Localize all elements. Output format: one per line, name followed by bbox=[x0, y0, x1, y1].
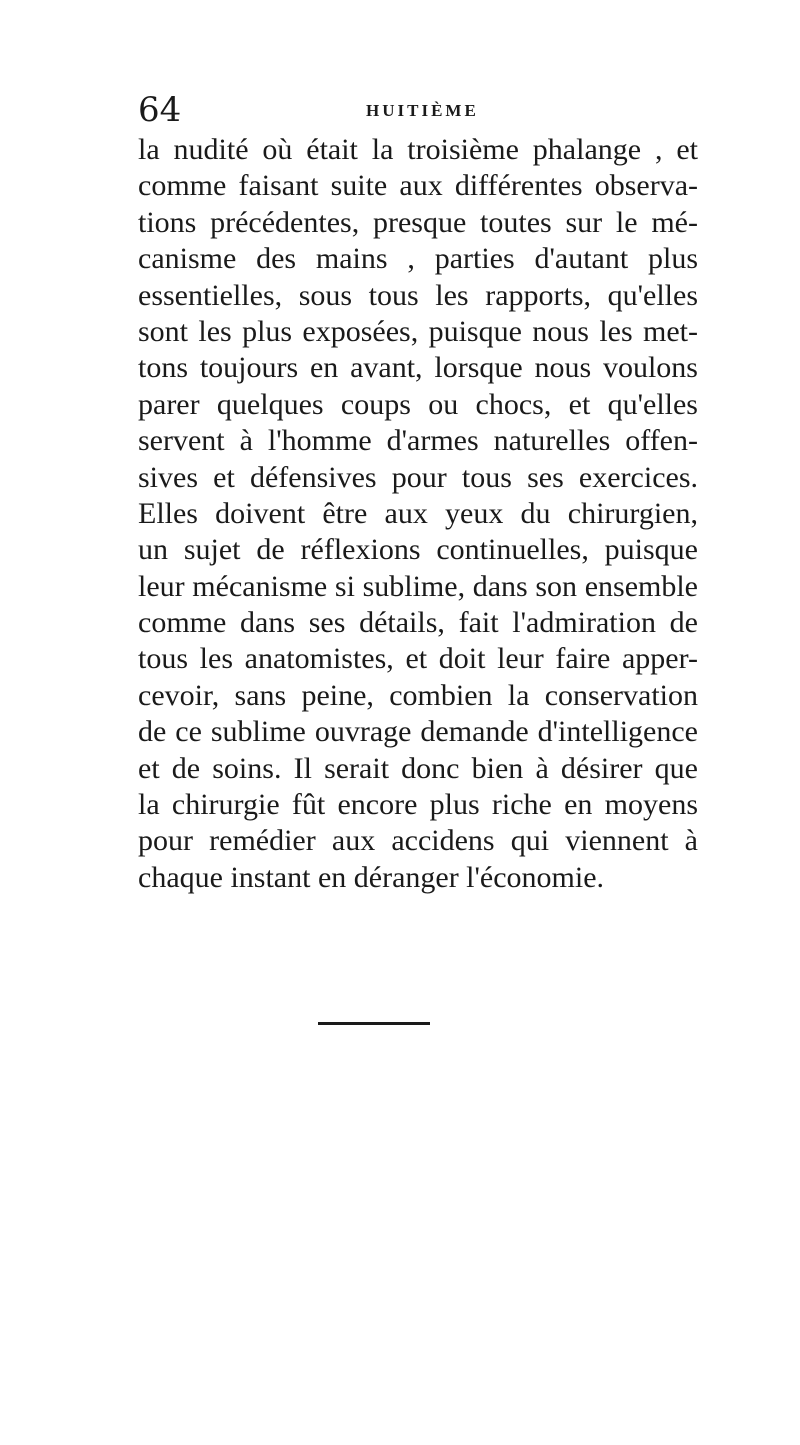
closing-rule bbox=[318, 1022, 430, 1025]
running-head: HUITIÈME bbox=[366, 101, 479, 120]
text-line: servent à l'homme d'armes naturelles offen- bbox=[138, 424, 698, 458]
page-header bbox=[138, 90, 698, 130]
text-line: et de soins. Il serait donc bien à désirer que bbox=[138, 751, 698, 785]
text-line: tous les anatomistes, et doit leur faire apper- bbox=[138, 642, 698, 676]
text-line: comme dans ses détails, fait l'admiration de bbox=[138, 606, 698, 640]
text-line: de ce sublime ouvrage demande d'intelligence bbox=[138, 715, 698, 749]
text-line: un sujet de réflexions continuelles, puisque bbox=[138, 533, 698, 567]
text-line: essentielles, sous tous les rapports, qu'elles bbox=[138, 278, 698, 312]
text-line: chaque instant en déranger l'économie. bbox=[138, 860, 605, 894]
text-line: canisme des mains , parties d'autant plus bbox=[138, 242, 698, 276]
text-line: la nudité où était la troisième phalange , et bbox=[138, 133, 698, 166]
text-line: cevoir, sans peine, combien la conservation bbox=[138, 678, 698, 712]
text-line: leur mécanisme si sublime, dans son ensemble bbox=[138, 569, 698, 603]
text-line: sont les plus exposées, puisque nous les met- bbox=[138, 314, 698, 348]
text-line: tions précédentes, presque toutes sur le mé- bbox=[138, 205, 698, 239]
text-line: tons toujours en avant, lorsque nous voulons bbox=[138, 351, 698, 385]
text-line: Elles doivent être aux yeux du chirurgien, bbox=[138, 496, 698, 530]
text-line: comme faisant suite aux différentes observa- bbox=[138, 169, 698, 203]
page-number: 64 bbox=[138, 90, 182, 130]
text-line: la chirurgie fût encore plus riche en moyens bbox=[138, 788, 698, 822]
text-line: sives et défensives pour tous ses exercices. bbox=[138, 460, 698, 494]
text-line: pour remédier aux accidens qui viennent à bbox=[138, 824, 698, 858]
body-paragraph bbox=[138, 132, 698, 896]
text-line: parer quelques coups ou chocs, et qu'elles bbox=[138, 387, 698, 421]
